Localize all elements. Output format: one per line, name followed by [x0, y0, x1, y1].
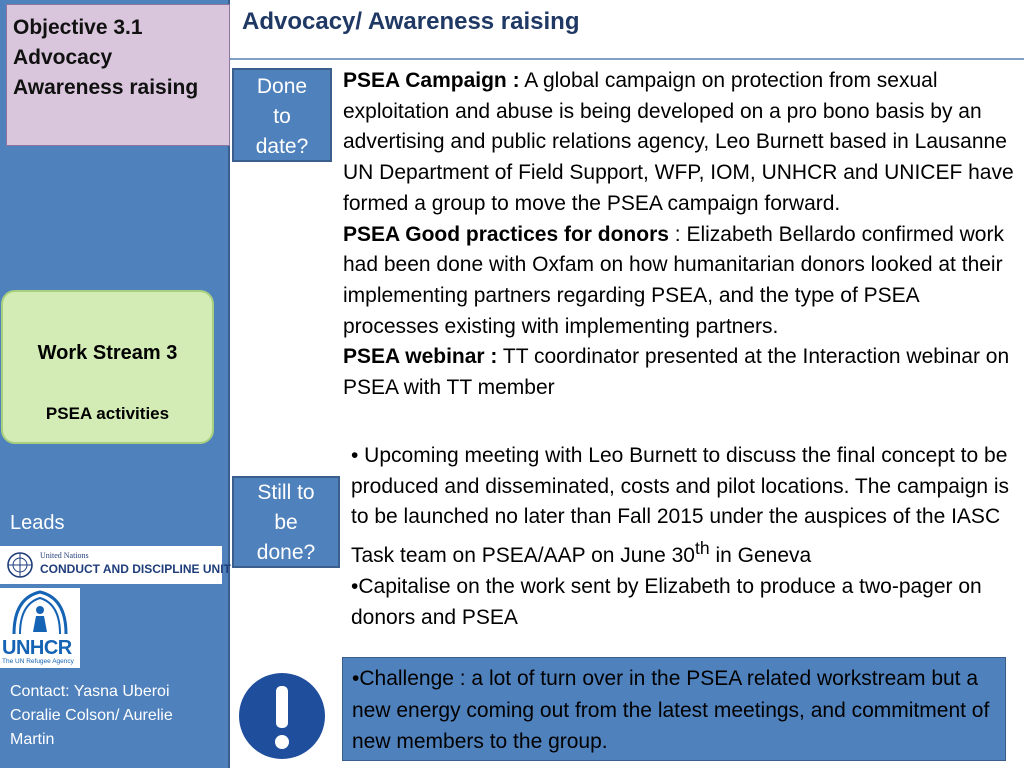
unhcr-emblem-icon	[0, 588, 80, 638]
objective-line: Advocacy	[13, 46, 113, 69]
done-to-date-label	[232, 68, 332, 162]
objective-line: Awareness raising	[13, 76, 199, 99]
label-line: be	[274, 511, 298, 534]
cdu-logo-small-text: United Nations	[40, 551, 89, 560]
workstream-subtitle: PSEA activities	[45, 404, 170, 423]
done-item-heading: PSEA Good practices for donors	[343, 222, 669, 246]
label-line: done?	[256, 541, 316, 564]
contact-info	[10, 680, 220, 752]
workstream-box	[1, 290, 214, 444]
done-item-text: : Elizabeth Bellardo confirmed work had been done with Oxfam on how humanitarian donors looked at their implementing partners regarding PSEA, and the type of PSEA processes existing with implementing partners.	[343, 222, 1004, 338]
unhcr-logo	[0, 588, 80, 668]
unhcr-name: UNHCR	[2, 637, 72, 659]
todo-item	[351, 441, 1019, 572]
still-to-be-done-label	[232, 476, 340, 568]
label-line: Done	[256, 75, 308, 98]
done-item	[343, 342, 1019, 403]
unhcr-tagline: The UN Refugee Agency	[2, 658, 74, 665]
done-to-date-content	[343, 66, 1019, 404]
todo-item: •Capitalise on the work sent by Elizabeth to produce a two-pager on donors and PSEA	[351, 574, 982, 629]
objective-box	[6, 4, 230, 146]
done-item-text: TT coordinator presented at the Interaction webinar on PSEA with TT member	[343, 345, 1010, 400]
contact-line: Coralie Colson/ Aurelie	[10, 707, 173, 724]
label-line: date?	[255, 135, 309, 158]
label-line: Still to	[257, 481, 315, 504]
contact-line: Contact: Yasna Uberoi	[10, 683, 170, 700]
todo-item-text: • Upcoming meeting with Leo Burnett to discuss the final concept to be produced and disseminated, costs and pilot locations. The campaign is to be launched no later than Fall 2015 under the auspices of the IASC Task team on PSEA/AAP on June 30	[351, 444, 1010, 568]
un-globe-icon	[6, 551, 34, 579]
done-item	[343, 220, 1019, 343]
workstream-title: Work Stream 3	[37, 342, 178, 364]
done-item-heading: PSEA Campaign :	[343, 69, 520, 92]
cdu-logo	[0, 546, 231, 584]
objective-line: Objective 3.1	[13, 16, 143, 39]
todo-item-superscript: th	[695, 538, 710, 559]
leads-label: Leads	[10, 512, 65, 534]
cdu-logo-big-text: CONDUCT AND DISCIPLINE UNIT	[40, 562, 231, 576]
done-item	[343, 66, 1019, 220]
sidebar	[0, 0, 230, 768]
exclamation-circle-icon	[238, 672, 326, 760]
challenge-box: •Challenge : a lot of turn over in the PSEA related workstream but a new energy coming out from the latest meetings, and commitment of new members to the group.	[342, 657, 1006, 761]
still-to-be-done-content	[351, 441, 1019, 633]
page-title: Advocacy/ Awareness raising	[242, 8, 580, 35]
done-item-text: A global campaign on protection from sexual exploitation and abuse is being developed on a pro bono basis by an advertising and public relations agency, Leo Burnett based in Lausanne UN Department of Field Support, WFP, IOM, UNHCR and UNICEF have formed a group to move the PSEA campaign forward.	[343, 69, 1014, 215]
label-line: to	[273, 105, 291, 128]
header-divider	[230, 58, 1024, 60]
contact-line: Martin	[10, 731, 55, 748]
done-item-heading: PSEA webinar :	[343, 345, 498, 369]
todo-item-text: in Geneva	[709, 544, 812, 568]
